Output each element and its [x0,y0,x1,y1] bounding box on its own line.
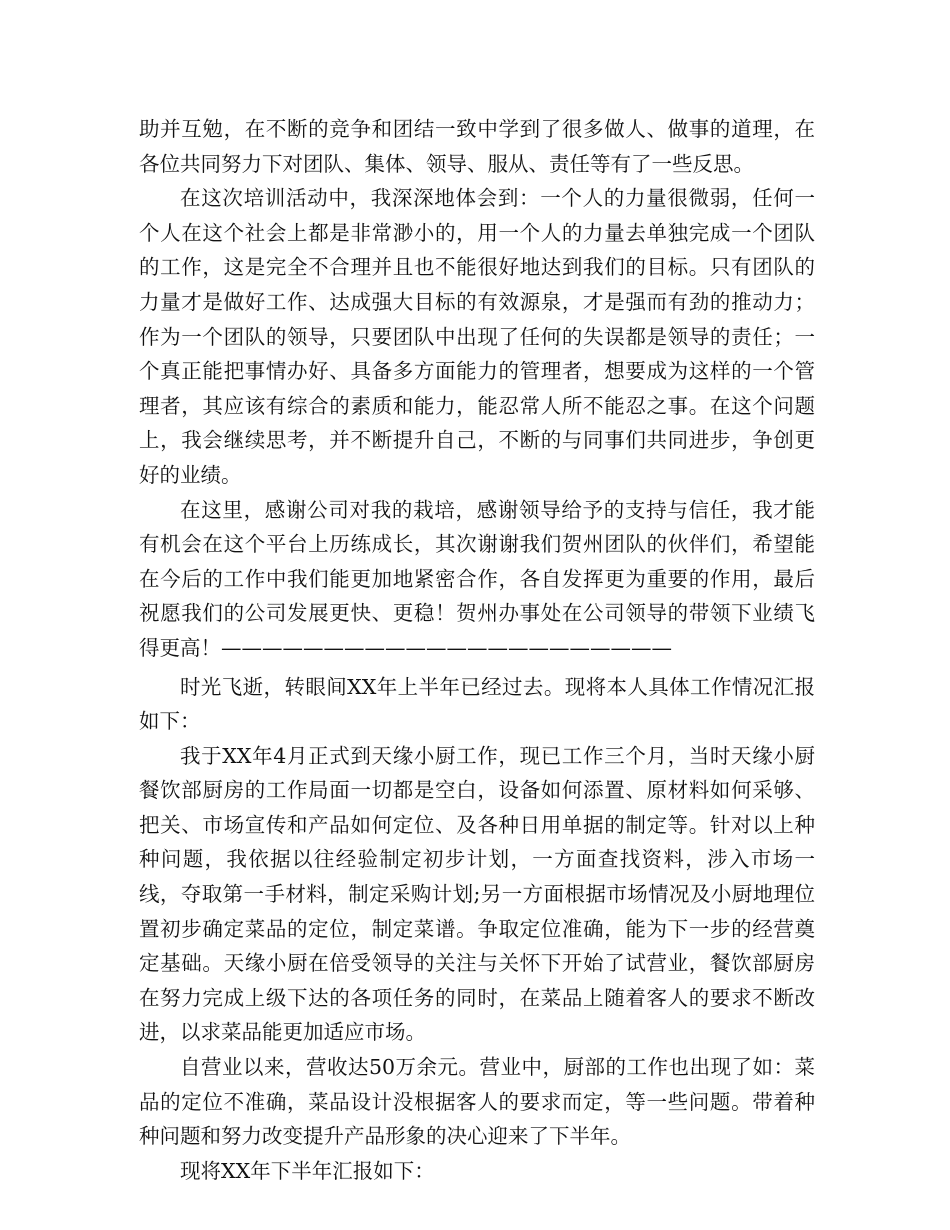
paragraph-continuation: 助并互勉，在不断的竞争和团结一致中学到了很多做人、做事的道理，在各位共同努力下对团队、集体、领导、服从、责任等有了一些反思。 [139,117,815,176]
paragraph-team-reflection: 在这次培训活动中，我深深地体会到：一个人的力量很微弱，任何一个人在这个社会上都是非常渺小的，用一个人的力量去单独完成一个团队的工作，这是完全不合理并且也不能很好地达到我们的目标。只有团队的力量才是做好工作、达成强大目标的有效源泉，才是强而有劲的推动力；作为一个团队的领导，只要团队中出现了任何的失误都是领导的责任；一个真正能把事情办好、具备多方面能力的管理者，想要成为这样的一个管理者，其应该有综合的素质和能力，能忍常人所不能忍之事。在这个问题上，我会继续思考，并不断提升自己，不断的与同事们共同进步，争创更好的业绩。 [139,186,815,487]
document-body [139,112,815,1188]
paragraph-half-year-intro: 时光飞逝，转眼间XX年上半年已经过去。现将本人具体工作情况汇报如下： [139,674,815,734]
paragraph-second-half-intro: 现将XX年下半年汇报如下： [180,1158,435,1183]
paragraph-thanks: 在这里，感谢公司对我的栽培，感谢领导给予的支持与信任，我才能有机会在这个平台上历练成长，其次谢谢我们贺州团队的伙伴们，希望能在今后的工作中我们能更加地紧密合作，各自发挥更为重要的作用，最后祝愿我们的公司发展更快、更稳！贺州办事处在公司领导的带领下业绩飞得更高！—————————————————————— [139,497,815,660]
paragraph-revenue: 自营业以来，营收达50万余元。营业中，厨部的工作也出现了如：菜品的定位不准确，菜品设计没根据客人的要求而定，等一些问题。带着种种问题和努力改变提升产品形象的决心迎来了下半年。 [139,1055,815,1149]
paragraph-work-start: 我于XX年4月正式到天缘小厨工作，现已工作三个月，当时天缘小厨餐饮部厨房的工作局面一切都是空白，设备如何添置、原材料如何采够、把关、市场宣传和产品如何定位、及各种日用单据的制定等。针对以上种种问题，我依据以往经验制定初步计划，一方面查找资料，涉入市场一线，夺取第一手材料，制定采购计划;另一方面根据市场情况及小厨地理位置初步确定菜品的定位，制定菜谱。争取定位准确，能为下一步的经营奠定基础。天缘小厨在倍受领导的关注与关怀下开始了试营业，餐饮部厨房在努力完成上级下达的各项任务的同时，在菜品上随着客人的要求不断改进，以求菜品能更加适应市场。 [139,743,815,1045]
